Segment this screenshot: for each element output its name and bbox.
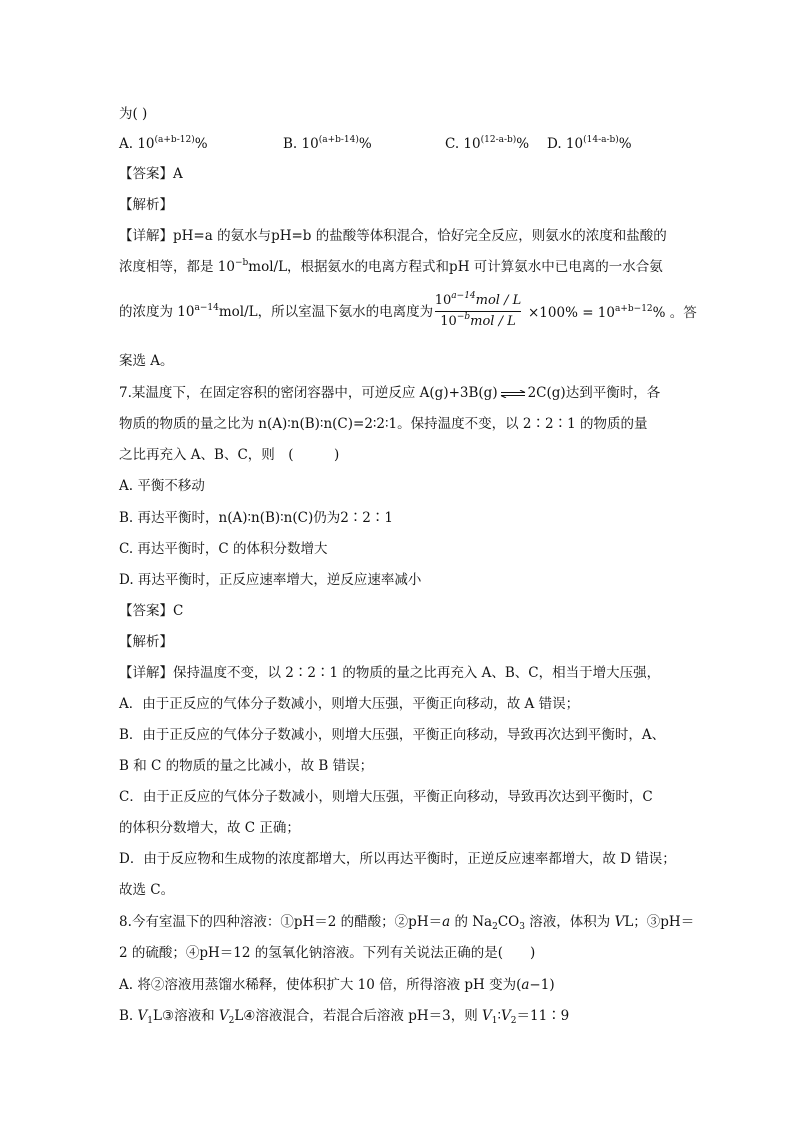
q7-detail-line-7: D．由于反应物和生成物的浓度都增大，所以再达平衡时，正逆反应速率都增大，故 D 错误； [119,851,676,867]
q7-detail-line-3: B．由于正反应的气体分子数减小，则增大压强，平衡正向移动，导致再次达到平衡时，A、 [119,727,666,743]
q7-answer: 【答案】C [119,603,184,619]
q7-option-b[interactable]: B. 再达平衡时，n(A)∶n(B)∶n(C)仍为2∶2∶1 [119,510,393,526]
q7-detail-line-4: B 和 C 的物质的量之比减小，故 B 错误； [119,758,374,774]
q6-option-a[interactable]: A. $10^{(a+b-12)}\%$ [119,135,208,152]
q6-detail-line-4: 案选 A。 [119,353,174,369]
q6-answer: 【答案】A [119,166,183,182]
fraction-denominator: $10^{-b}mol$ / L [440,312,516,329]
q6-detail-line-3: 的浓度为 $10^{a-14}mol/L$，所以室温下氨水的电离度为 [119,303,434,320]
fraction-result: $\times 100\% = 10^{a+b-12}\%$ 。答 [528,304,697,321]
q6-detail-line-2: 浓度相等，都是 $10^{-b}mol/L$，根据氨水的电离方程式和pH 可计算氨水中已电离的一水合氨 [119,258,663,275]
fraction-numerator: $10^{a-14}mol$ / L [434,291,522,308]
ionization-fraction [433,292,523,331]
q7-detail-line-1: 【详解】保持温度不变，以 2∶2∶1 的物质的量之比再充入 A、B、C，相当于增大压强， [119,665,661,681]
q7-option-a[interactable]: A. 平衡不移动 [119,478,205,494]
q7-option-c[interactable]: C. 再达平衡时，C 的体积分数增大 [119,541,328,557]
q6-stem-tail: 为( ) [119,106,148,122]
q6-analysis-heading: 【解析】 [119,197,173,213]
q7-stem-line-2: 物质的物质的量之比为 n(A)∶n(B)∶n(C)=2∶2∶1。保持温度不变，以 2∶2∶1 的物质的量 [119,416,648,432]
q7-option-d[interactable]: D. 再达平衡时，正反应速率增大，逆反应速率减小 [119,572,422,588]
q6-option-b[interactable]: B. $10^{(a+b-14)}\%$ [283,135,372,152]
q7-detail-line-5: C．由于正反应的气体分子数减小，则增大压强，平衡正向移动，导致再次达到平衡时，C [119,789,653,805]
q8-stem-line-1: 8.今有室温下的四种溶液：①pH＝2 的醋酸；②pH＝a 的 $Na_2CO_3$ 溶液，体积为 VL；③pH＝ [119,914,695,932]
q7-detail-line-6: 的体积分数增大，故 C 正确； [119,820,300,836]
q6-option-c[interactable]: C. 10$^{(12-a-b)}$% [445,135,530,152]
q6-option-d[interactable]: D. 10$^{(14-a-b)}$% [547,135,632,152]
q7-stem-line-1: 7.某温度下，在固定容积的密闭容器中，可逆反应 A(g)+3B(g) 2C(g)达到平衡时，各 [119,385,661,401]
q6-detail-line-1: 【详解】pH=a 的氨水与pH=b 的盐酸等体积混合，恰好完全反应，则氨水的浓度和盐酸的 [119,228,667,244]
q8-stem-line-2: 2 的硫酸；④pH＝12 的氢氧化钠溶液。下列有关说法正确的是( ) [119,945,536,961]
q7-analysis-heading: 【解析】 [119,634,173,650]
q8-option-b[interactable]: B. $V_1L③$溶液和 $V_2L④$溶液混合，若混合后溶液 pH＝3，则 $V_1∶V_2=11∶9$ [119,1008,570,1026]
fraction-bar [435,311,521,312]
equilibrium-arrow-icon [500,390,526,398]
q7-stem-line-3: 之比再充入 A、B、C，则 ( ) [119,447,340,463]
q7-detail-line-8: 故选 C。 [119,882,175,898]
q8-option-a[interactable]: A. 将②溶液用蒸馏水稀释，使体积扩大 10 倍，所得溶液 pH 变为(a−1) [119,977,555,993]
q7-detail-line-2: A．由于正反应的气体分子数减小，则增大压强，平衡正向移动，故 A 错误； [119,696,580,712]
